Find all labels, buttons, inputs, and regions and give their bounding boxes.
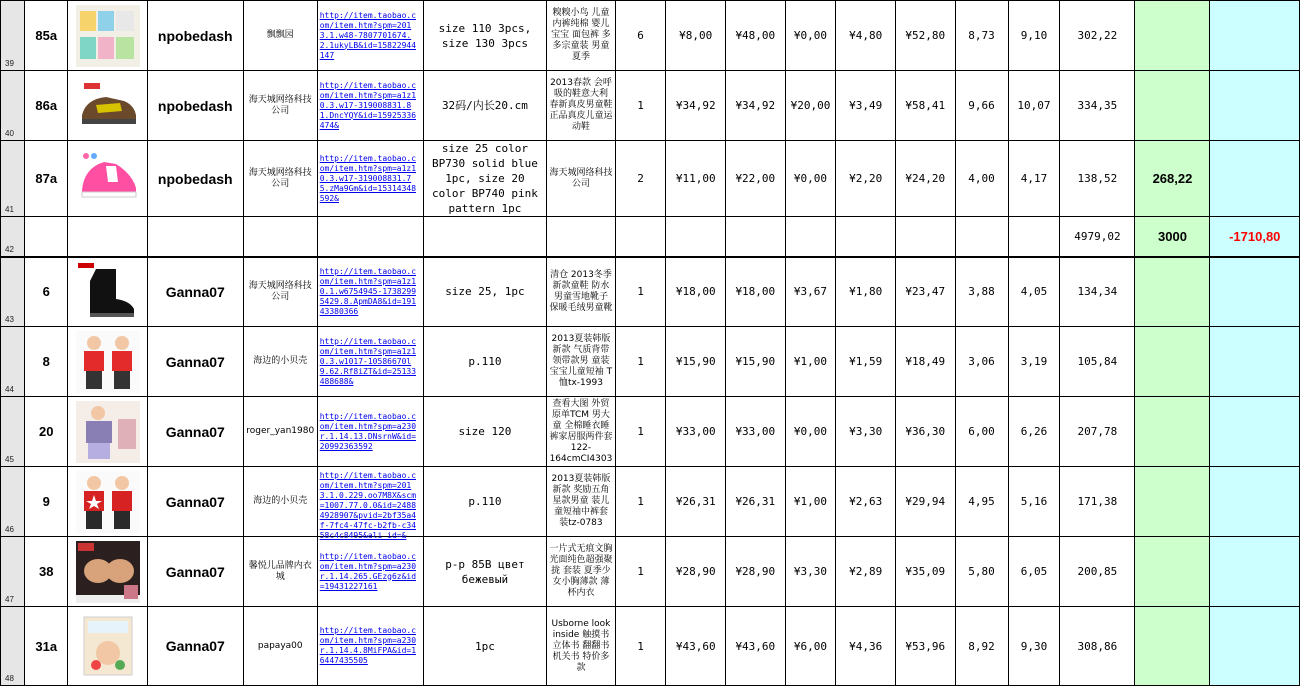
shipping-cell[interactable]: ¥0,00: [785, 397, 836, 467]
product-link[interactable]: http://item.taobao.com/item.htm?spm=a1z10.1.w6754945-17382995429.8.ApmDA8&id=19143380366: [319, 266, 417, 316]
quantity-cell[interactable]: 1: [615, 71, 666, 141]
subtotal-cell[interactable]: ¥34,92: [726, 71, 786, 141]
value-b-cell[interactable]: 3,19: [1008, 327, 1060, 397]
paid-cell[interactable]: [1135, 397, 1210, 467]
total-rub-cell[interactable]: 138,52: [1060, 141, 1135, 217]
total-rub-cell[interactable]: 207,78: [1060, 397, 1135, 467]
value-b-cell[interactable]: 9,30: [1008, 607, 1060, 686]
commission-cell[interactable]: ¥2,89: [836, 537, 896, 607]
quantity-cell[interactable]: [615, 217, 666, 257]
product-title-cell[interactable]: Usborne look inside 触摸书 立体书 翻翻书 机关书 特价多款: [547, 607, 615, 686]
product-link[interactable]: http://item.taobao.com/item.htm?spm=a1z10.3.w17-319008831.81.DncYQY&id=15925336474&: [319, 80, 417, 130]
product-link-cell[interactable]: [317, 467, 423, 540]
username-cell[interactable]: Ganna07: [147, 327, 243, 397]
quantity-cell[interactable]: 6: [615, 1, 666, 71]
value-a-cell[interactable]: 8,92: [955, 607, 1008, 686]
size-description-cell[interactable]: size 110 3pcs, size 130 3pcs: [423, 1, 547, 71]
product-link-cell[interactable]: [317, 141, 423, 217]
product-title-cell[interactable]: 糗糗小鸟 儿童内裤纯棉 婴儿宝宝 面包裤 多多宗童装 男童 夏季: [547, 1, 615, 71]
balance-cell[interactable]: [1210, 537, 1300, 607]
unit-price-cell[interactable]: ¥11,00: [666, 141, 726, 217]
product-title-cell[interactable]: [547, 217, 615, 257]
commission-cell[interactable]: ¥3,30: [836, 397, 896, 467]
product-link[interactable]: http://item.taobao.com/item.htm?spm=a1z10.3.w1017-10586670l9.62.Rf8iZT&id=25133488688&: [319, 336, 417, 386]
unit-price-cell[interactable]: ¥43,60: [666, 607, 726, 686]
paid-cell[interactable]: [1135, 257, 1210, 327]
table-row: [1, 141, 1300, 217]
total-rub-cell[interactable]: 4979,02: [1060, 217, 1135, 257]
book-thumbnail: [76, 615, 140, 677]
image-cell[interactable]: [68, 327, 147, 397]
total-rub-cell[interactable]: 134,34: [1060, 257, 1135, 327]
image-cell[interactable]: [68, 141, 147, 217]
total-yuan-cell[interactable]: ¥35,09: [895, 537, 955, 607]
value-b-cell[interactable]: 4,17: [1008, 141, 1060, 217]
product-title-cell[interactable]: 一片式无痕文胸 光面纯色超强聚拢 套装 夏季少女小胸薄款 薄杯内衣: [547, 537, 615, 607]
balance-cell[interactable]: [1210, 327, 1300, 397]
total-yuan-cell[interactable]: ¥58,41: [895, 71, 955, 141]
subtotal-cell[interactable]: ¥26,31: [726, 467, 786, 537]
product-link-cell[interactable]: [317, 1, 423, 71]
total-yuan-cell[interactable]: ¥53,96: [895, 607, 955, 686]
size-description-cell[interactable]: p.110: [423, 327, 547, 397]
paid-cell[interactable]: 268,22: [1135, 141, 1210, 217]
image-cell[interactable]: [68, 537, 147, 607]
product-link[interactable]: http://item.taobao.com/item.htm?spm=a230r.1.14.4.8MiFPA&id=16447435505: [319, 626, 417, 665]
product-title-cell[interactable]: 2013夏装韩版新款 气质背带领带款男 童装宝宝儿童短袖 T恤tx-1993: [547, 327, 615, 397]
balance-cell[interactable]: [1210, 141, 1300, 217]
value-b-cell[interactable]: 5,16: [1008, 467, 1060, 537]
table-row: [1, 537, 1300, 607]
total-yuan-cell[interactable]: [895, 217, 955, 257]
image-cell[interactable]: [68, 257, 147, 327]
quantity-cell[interactable]: 1: [615, 607, 666, 686]
subtotal-cell[interactable]: ¥28,90: [726, 537, 786, 607]
username-cell[interactable]: npobedash: [147, 1, 243, 71]
shop-name-cell[interactable]: 海天城网络科技公司: [243, 257, 317, 327]
table-row: [1, 467, 1300, 537]
image-cell[interactable]: [68, 1, 147, 71]
product-title-cell[interactable]: 2013夏装韩版新款 奖励五角星款男童 装儿童短袖中裤套 装tz-0783: [547, 467, 615, 537]
unit-price-cell[interactable]: ¥18,00: [666, 257, 726, 327]
shipping-cell[interactable]: ¥1,00: [785, 467, 836, 537]
total-yuan-cell[interactable]: ¥29,94: [895, 467, 955, 537]
size-description-cell[interactable]: p.110: [423, 467, 547, 537]
balance-cell[interactable]: [1210, 1, 1300, 71]
shop-name-cell[interactable]: 海天城网络科技公司: [243, 141, 317, 217]
product-link[interactable]: http://item.taobao.com/item.htm?spm=2013.1.w48-7807701674.2.1ukyLB&id=15822944147: [319, 10, 417, 60]
unit-price-cell[interactable]: ¥15,90: [666, 327, 726, 397]
username-cell[interactable]: npobedash: [147, 71, 243, 141]
order-id-cell[interactable]: 6: [25, 257, 68, 327]
shipping-cell[interactable]: ¥0,00: [785, 1, 836, 71]
total-rub-cell[interactable]: 334,35: [1060, 71, 1135, 141]
table-row: [1, 1, 1300, 71]
subtotal-cell[interactable]: ¥48,00: [726, 1, 786, 71]
row-number[interactable]: 45: [1, 397, 25, 467]
shop-name-cell[interactable]: 海边的小贝壳: [243, 327, 317, 397]
value-a-cell[interactable]: 3,88: [955, 257, 1008, 327]
username-cell[interactable]: Ganna07: [147, 467, 243, 537]
product-link-cell[interactable]: [317, 397, 423, 467]
shop-name-cell[interactable]: 海边的小贝壳: [243, 467, 317, 537]
unit-price-cell[interactable]: ¥34,92: [666, 71, 726, 141]
row-number[interactable]: 47: [1, 537, 25, 607]
balance-cell[interactable]: [1210, 397, 1300, 467]
unit-price-cell[interactable]: ¥33,00: [666, 397, 726, 467]
shipping-cell[interactable]: ¥0,00: [785, 141, 836, 217]
image-cell[interactable]: [68, 467, 147, 537]
shipping-cell[interactable]: ¥1,00: [785, 327, 836, 397]
commission-cell[interactable]: ¥2,20: [836, 141, 896, 217]
value-b-cell[interactable]: 10,07: [1008, 71, 1060, 141]
size-description-cell[interactable]: size 25 color BP730 solid blue 1pc, size 20 color BP740 pink pattern 1pc: [423, 141, 547, 217]
commission-cell[interactable]: ¥4,80: [836, 1, 896, 71]
order-id-cell[interactable]: 38: [25, 537, 68, 607]
shipping-cell[interactable]: ¥3,67: [785, 257, 836, 327]
shipping-cell[interactable]: ¥20,00: [785, 71, 836, 141]
kids-star-shirt-thumbnail: [76, 471, 140, 533]
product-link-cell[interactable]: [317, 217, 423, 257]
product-link-cell[interactable]: [317, 71, 423, 141]
value-b-cell[interactable]: [1008, 217, 1060, 257]
row-number[interactable]: 44: [1, 327, 25, 397]
product-link-cell[interactable]: [317, 537, 423, 607]
clothes-thumbnail: [76, 5, 140, 67]
size-description-cell[interactable]: [423, 217, 547, 257]
order-id-cell[interactable]: 20: [25, 397, 68, 467]
paid-cell[interactable]: [1135, 327, 1210, 397]
quantity-cell[interactable]: 1: [615, 327, 666, 397]
balance-cell[interactable]: [1210, 467, 1300, 537]
commission-cell[interactable]: ¥4,36: [836, 607, 896, 686]
balance-cell[interactable]: [1210, 71, 1300, 141]
shop-name-cell[interactable]: papaya00: [243, 607, 317, 686]
order-id-cell[interactable]: 9: [25, 467, 68, 537]
row-number[interactable]: 48: [1, 607, 25, 686]
subtotal-cell[interactable]: ¥22,00: [726, 141, 786, 217]
paid-cell[interactable]: [1135, 607, 1210, 686]
shop-name-cell[interactable]: 馨悦儿品牌内衣城: [243, 537, 317, 607]
balance-cell[interactable]: [1210, 607, 1300, 686]
shop-name-cell[interactable]: 飘飘园: [243, 1, 317, 71]
quantity-cell[interactable]: 1: [615, 257, 666, 327]
image-cell[interactable]: [68, 71, 147, 141]
quantity-cell[interactable]: 1: [615, 537, 666, 607]
product-link-cell[interactable]: [317, 607, 423, 686]
shop-name-cell[interactable]: [243, 217, 317, 257]
order-id-cell[interactable]: [25, 217, 68, 257]
size-description-cell[interactable]: 1pc: [423, 607, 547, 686]
boot-black-thumbnail: [76, 261, 140, 323]
quantity-cell[interactable]: 1: [615, 397, 666, 467]
shipping-cell[interactable]: ¥3,30: [785, 537, 836, 607]
row-number[interactable]: 42: [1, 217, 25, 257]
value-a-cell[interactable]: 6,00: [955, 397, 1008, 467]
commission-cell[interactable]: ¥1,80: [836, 257, 896, 327]
value-b-cell[interactable]: 6,26: [1008, 397, 1060, 467]
table-row: [1, 217, 1300, 257]
bra-thumbnail: [76, 541, 140, 603]
total-rub-cell[interactable]: 302,22: [1060, 1, 1135, 71]
product-title-cell[interactable]: 海天城网络科技公司: [547, 141, 615, 217]
username-cell[interactable]: Ganna07: [147, 607, 243, 686]
row-number[interactable]: 41: [1, 141, 25, 217]
commission-cell[interactable]: [836, 217, 896, 257]
quantity-cell[interactable]: 2: [615, 141, 666, 217]
total-yuan-cell[interactable]: ¥36,30: [895, 397, 955, 467]
size-description-cell[interactable]: р-р 85В цвет бежевый: [423, 537, 547, 607]
order-id-cell[interactable]: 86a: [25, 71, 68, 141]
total-rub-cell[interactable]: 171,38: [1060, 467, 1135, 537]
shipping-cell[interactable]: [785, 217, 836, 257]
kids-tshirt-thumbnail: [76, 331, 140, 393]
sneaker-pink-thumbnail: [76, 148, 140, 210]
total-yuan-cell[interactable]: ¥23,47: [895, 257, 955, 327]
balance-cell[interactable]: -1710,80: [1210, 217, 1300, 257]
value-a-cell[interactable]: 8,73: [955, 1, 1008, 71]
product-link[interactable]: http://item.taobao.com/item.htm?spm=a230r.1.14.265.GEzg6z&id=19431227161: [319, 551, 417, 591]
size-description-cell[interactable]: size 120: [423, 397, 547, 467]
value-a-cell[interactable]: 9,66: [955, 71, 1008, 141]
size-description-cell[interactable]: size 25, 1pc: [423, 257, 547, 327]
total-rub-cell[interactable]: 105,84: [1060, 327, 1135, 397]
total-rub-cell[interactable]: 308,86: [1060, 607, 1135, 686]
image-cell[interactable]: [68, 397, 147, 467]
order-id-cell[interactable]: 87a: [25, 141, 68, 217]
username-cell[interactable]: Ganna07: [147, 537, 243, 607]
username-cell[interactable]: npobedash: [147, 141, 243, 217]
unit-price-cell[interactable]: ¥26,31: [666, 467, 726, 537]
value-b-cell[interactable]: 6,05: [1008, 537, 1060, 607]
row-number[interactable]: 46: [1, 467, 25, 537]
username-cell[interactable]: Ganna07: [147, 397, 243, 467]
paid-cell[interactable]: [1135, 1, 1210, 71]
total-yuan-cell[interactable]: ¥52,80: [895, 1, 955, 71]
subtotal-cell[interactable]: [726, 217, 786, 257]
commission-cell[interactable]: ¥2,63: [836, 467, 896, 537]
row-number[interactable]: 40: [1, 71, 25, 141]
paid-cell[interactable]: [1135, 537, 1210, 607]
kids-pajama-thumbnail: [76, 401, 140, 463]
unit-price-cell[interactable]: ¥8,00: [666, 1, 726, 71]
value-a-cell[interactable]: 4,95: [955, 467, 1008, 537]
image-cell[interactable]: [68, 607, 147, 686]
table-row: [1, 327, 1300, 397]
paid-cell[interactable]: 3000: [1135, 217, 1210, 257]
product-link-cell[interactable]: [317, 257, 423, 327]
paid-cell[interactable]: [1135, 71, 1210, 141]
commission-cell[interactable]: ¥3,49: [836, 71, 896, 141]
value-a-cell[interactable]: [955, 217, 1008, 257]
product-link[interactable]: http://item.taobao.com/item.htm?spm=a230r.1.14.13.DNsrnW&id=20992363592: [319, 411, 417, 451]
product-link-cell[interactable]: [317, 327, 423, 397]
balance-cell[interactable]: [1210, 257, 1300, 327]
table-row: [1, 607, 1300, 686]
product-title-cell[interactable]: 清仓 2013冬季新款童鞋 防水男童雪地靴子 保暖毛绒男童靴: [547, 257, 615, 327]
value-a-cell[interactable]: 5,80: [955, 537, 1008, 607]
subtotal-cell[interactable]: ¥15,90: [726, 327, 786, 397]
username-cell[interactable]: [147, 217, 243, 257]
product-title-cell[interactable]: 查看大图 外贸原单TCM 男大童 全棉睡衣睡裤家居服两件套122-164cmCI4303: [547, 397, 615, 467]
value-b-cell[interactable]: 4,05: [1008, 257, 1060, 327]
product-link[interactable]: http://item.taobao.com/item.htm?spm=a1z10.3.w17-319008831.75.zMa9Gm&id=15314348592&: [319, 153, 417, 203]
size-description-cell[interactable]: 32码/内长20.cm: [423, 71, 547, 141]
username-cell[interactable]: Ganna07: [147, 257, 243, 327]
row-number[interactable]: 43: [1, 257, 25, 327]
order-id-cell[interactable]: 85a: [25, 1, 68, 71]
quantity-cell[interactable]: 1: [615, 467, 666, 537]
product-link[interactable]: http://item.taobao.com/item.htm?spm=2013.1.0.229.oo7M8X&scm=1007.77.0.0&id=24884928907&pvid=2bf35a4f-7fc4-47fc-b2fb-c3458c4c8495&ali_id=&: [319, 470, 417, 540]
table-row: [1, 71, 1300, 141]
subtotal-cell[interactable]: ¥33,00: [726, 397, 786, 467]
subtotal-cell[interactable]: ¥18,00: [726, 257, 786, 327]
shop-name-cell[interactable]: roger_yan1980: [243, 397, 317, 467]
total-yuan-cell[interactable]: ¥18,49: [895, 327, 955, 397]
sneaker-brown-thumbnail: [76, 75, 140, 137]
commission-cell[interactable]: ¥1,59: [836, 327, 896, 397]
value-a-cell[interactable]: 3,06: [955, 327, 1008, 397]
row-number[interactable]: 39: [1, 1, 25, 71]
product-title-cell[interactable]: 2013春款 会呼吸的鞋意大利 春新真皮男童鞋 正品真皮儿童运动鞋: [547, 71, 615, 141]
table-row: [1, 257, 1300, 327]
total-yuan-cell[interactable]: ¥24,20: [895, 141, 955, 217]
order-id-cell[interactable]: 8: [25, 327, 68, 397]
value-b-cell[interactable]: 9,10: [1008, 1, 1060, 71]
order-id-cell[interactable]: 31a: [25, 607, 68, 686]
subtotal-cell[interactable]: ¥43,60: [726, 607, 786, 686]
total-rub-cell[interactable]: 200,85: [1060, 537, 1135, 607]
value-a-cell[interactable]: 4,00: [955, 141, 1008, 217]
image-cell[interactable]: [68, 217, 147, 257]
shipping-cell[interactable]: ¥6,00: [785, 607, 836, 686]
paid-cell[interactable]: [1135, 467, 1210, 537]
unit-price-cell[interactable]: [666, 217, 726, 257]
unit-price-cell[interactable]: ¥28,90: [666, 537, 726, 607]
shop-name-cell[interactable]: 海天城网络科技公司: [243, 71, 317, 141]
table-row: [1, 397, 1300, 467]
